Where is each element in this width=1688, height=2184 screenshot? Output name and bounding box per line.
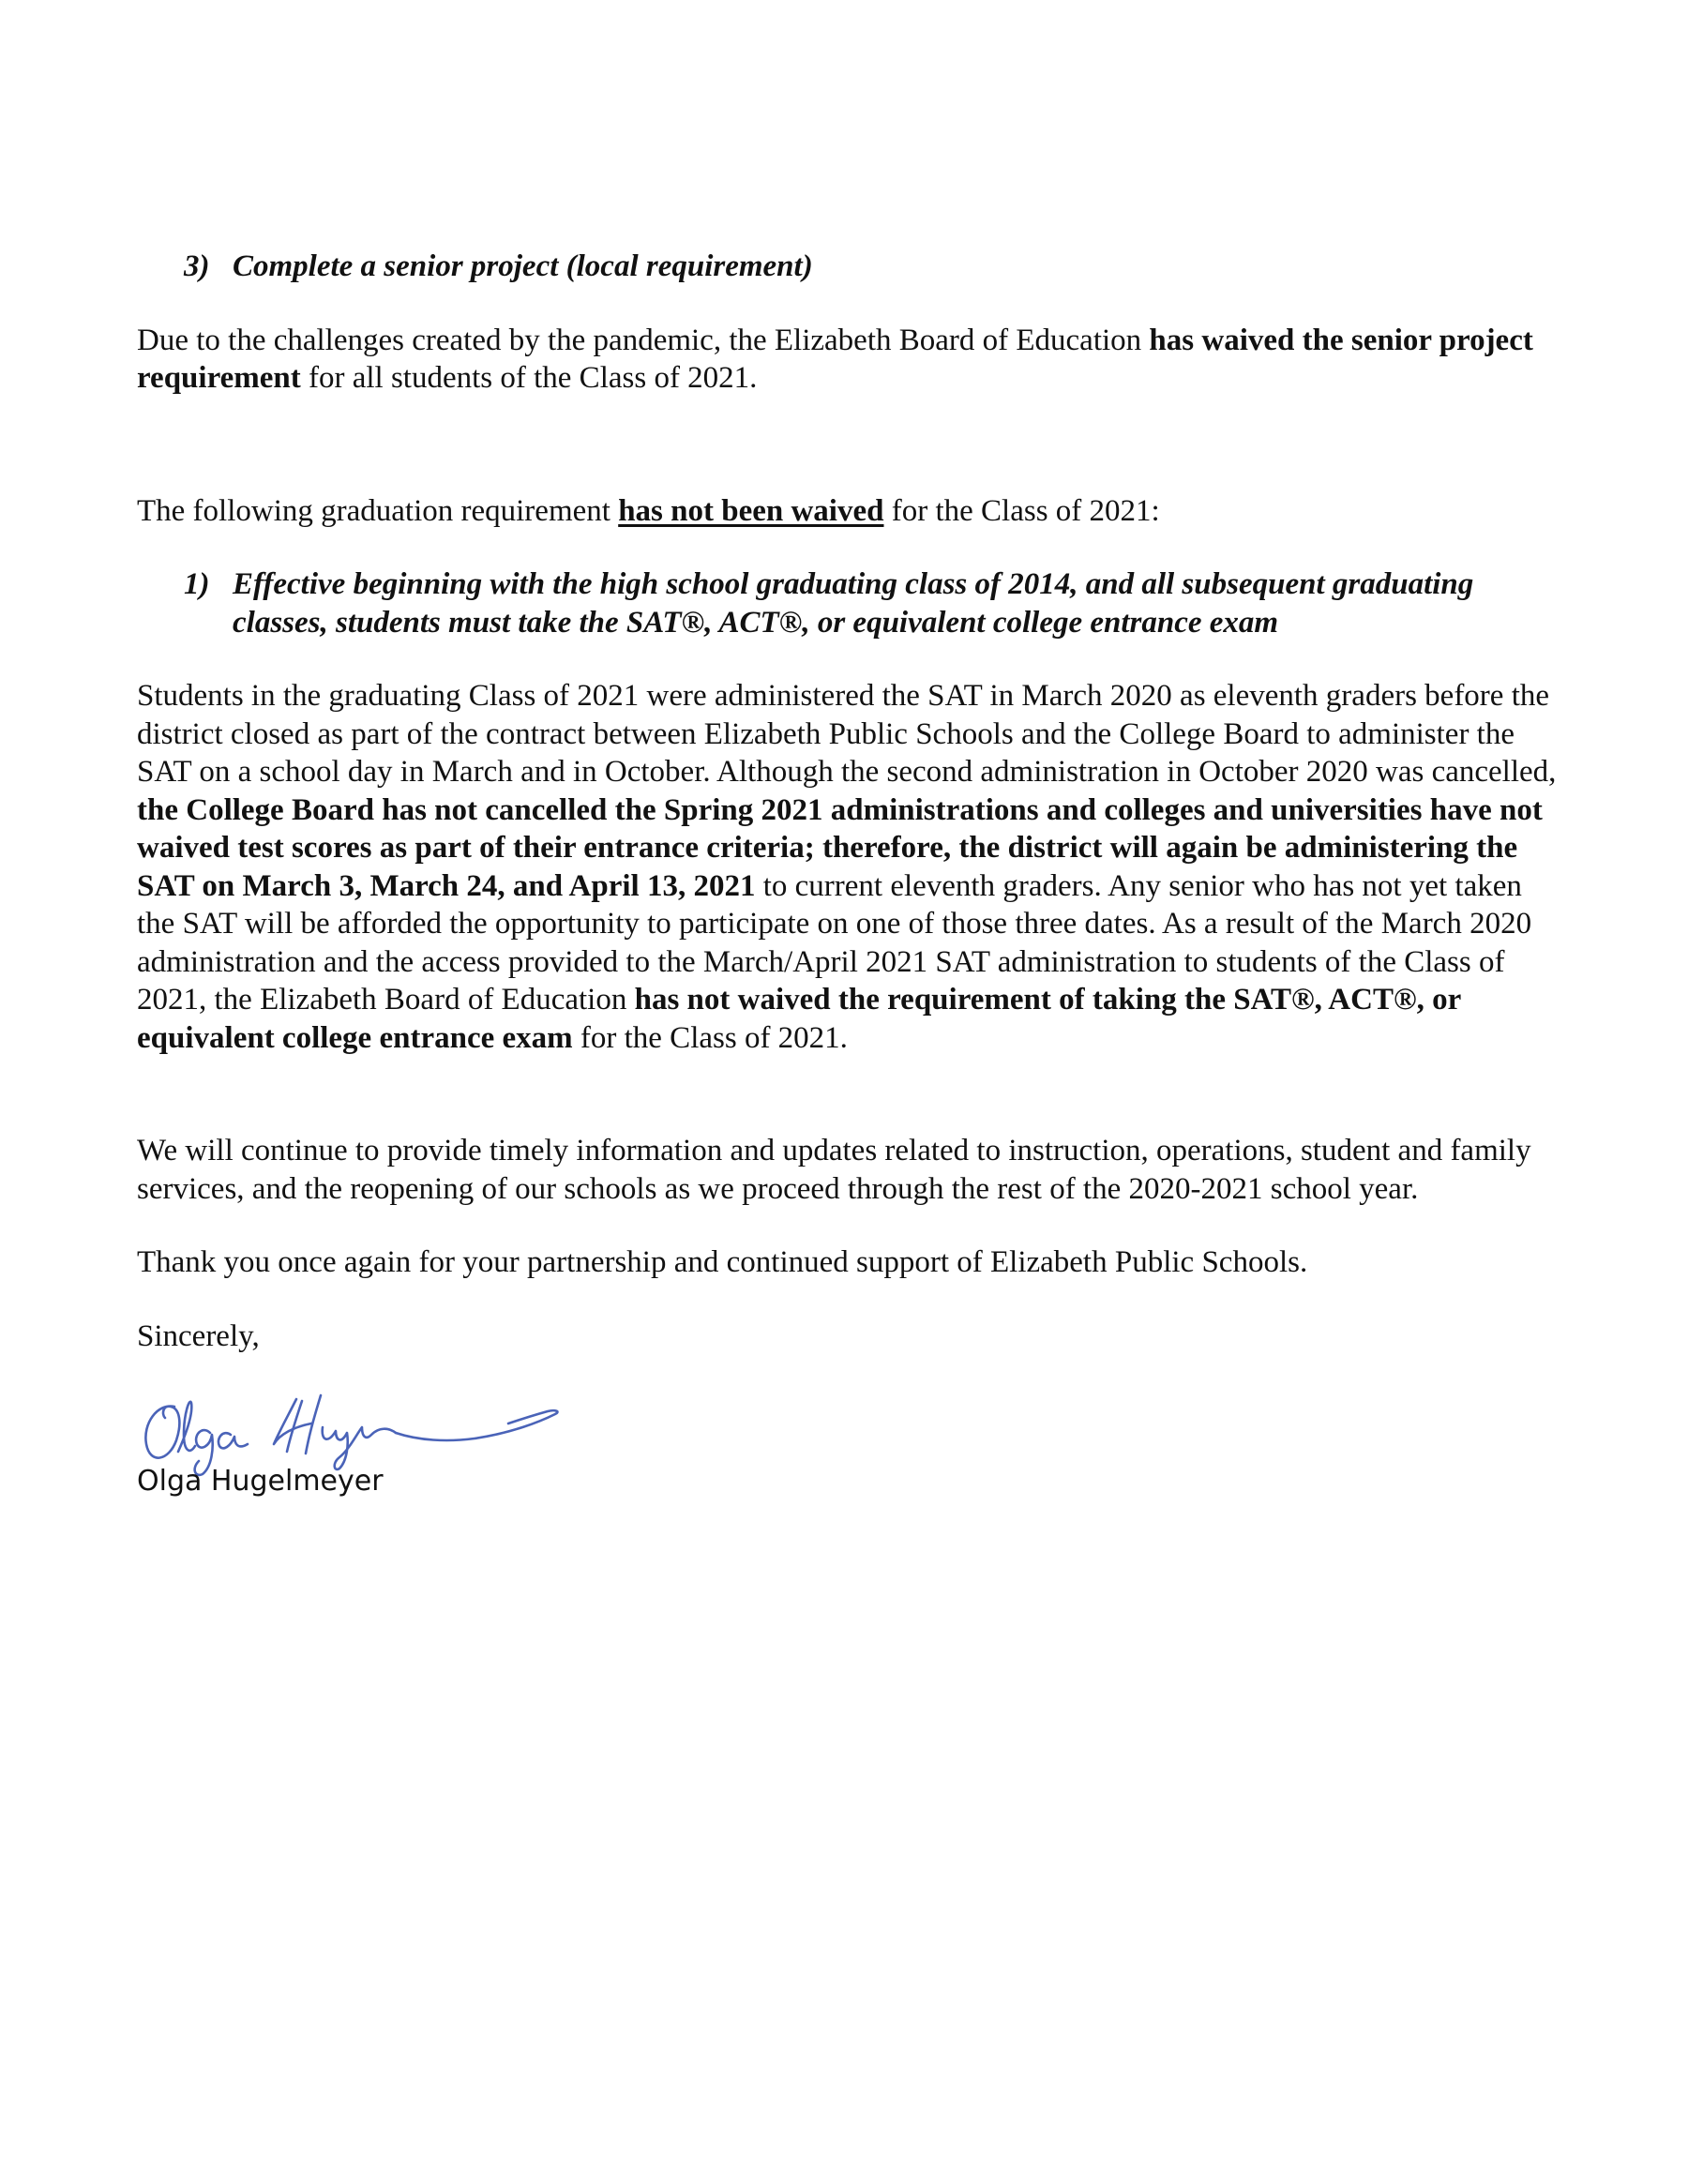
requirement-item-3	[184, 248, 1562, 286]
sat-administration-paragraph	[137, 677, 1562, 1057]
senior-project-bold: has waived the senior project requirement	[137, 323, 1533, 395]
sat-text-1: Students in the graduating Class of 2021 were administered the SAT in March 2020 as eleventh graders before the district closed as part of the contract between Elizabeth Public Schools and the College Board to administer the SAT on a school day in March and in October. Although the second administration in October 2020 was cancelled,	[137, 679, 1557, 789]
requirement-item-3-number: 3)	[184, 249, 210, 283]
senior-project-paragraph	[137, 322, 1562, 398]
letter-body	[137, 248, 1562, 1355]
closing: Sincerely,	[137, 1318, 260, 1353]
sat-text-3: for the Class of 2021.	[572, 1020, 848, 1055]
senior-project-text-1: Due to the challenges created by the pandemic, the Elizabeth Board of Education	[137, 323, 1150, 357]
requirement-item-1-text: Effective beginning with the high school graduating class of 2014, and all subsequent graduating classes, students must take the SAT®, ACT®, or equivalent college entrance exam	[233, 567, 1474, 640]
not-waived-text-2: for the Class of 2021:	[883, 493, 1160, 528]
not-waived-paragraph	[137, 492, 1562, 531]
updates-paragraph: We will continue to provide timely information and updates related to instruction, operations, student and family services, and the reopening of our schools as we proceed through the rest of the 2020-2021 school year.	[137, 1134, 1531, 1206]
sat-bold-2: has not waived the requirement of taking the SAT®, ACT®, or equivalent college entrance exam	[137, 983, 1461, 1055]
requirement-item-1	[184, 565, 1525, 641]
senior-project-text-2: for all students of the Class of 2021.	[300, 361, 758, 395]
signer-name: Olga Hugelmeyer	[137, 1465, 384, 1498]
not-waived-text-1: The following graduation requirement	[137, 493, 619, 528]
requirement-item-1-number: 1)	[184, 567, 210, 601]
not-waived-emphasis: has not been waived	[618, 493, 884, 528]
thanks-paragraph: Thank you once again for your partnership and continued support of Elizabeth Public Schools.	[137, 1245, 1308, 1279]
sat-text-2: to current eleventh graders. Any senior who has not yet taken the SAT will be afforded the opportunity to participate on one of those three dates. As a result of the March 2020 administration and the access provided to the March/April 2021 SAT administration to students of the Class of 2021, the Elizabeth Board of Education	[137, 868, 1532, 1017]
sat-bold-1: the College Board has not cancelled the Spring 2021 administrations and colleges and universities have not waived test scores as part of their entrance criteria; therefore, the district will again be administering the SAT on March 3, March 24, and April 13, 2021	[137, 792, 1543, 903]
requirement-item-3-text: Complete a senior project (local requirement)	[233, 249, 813, 283]
